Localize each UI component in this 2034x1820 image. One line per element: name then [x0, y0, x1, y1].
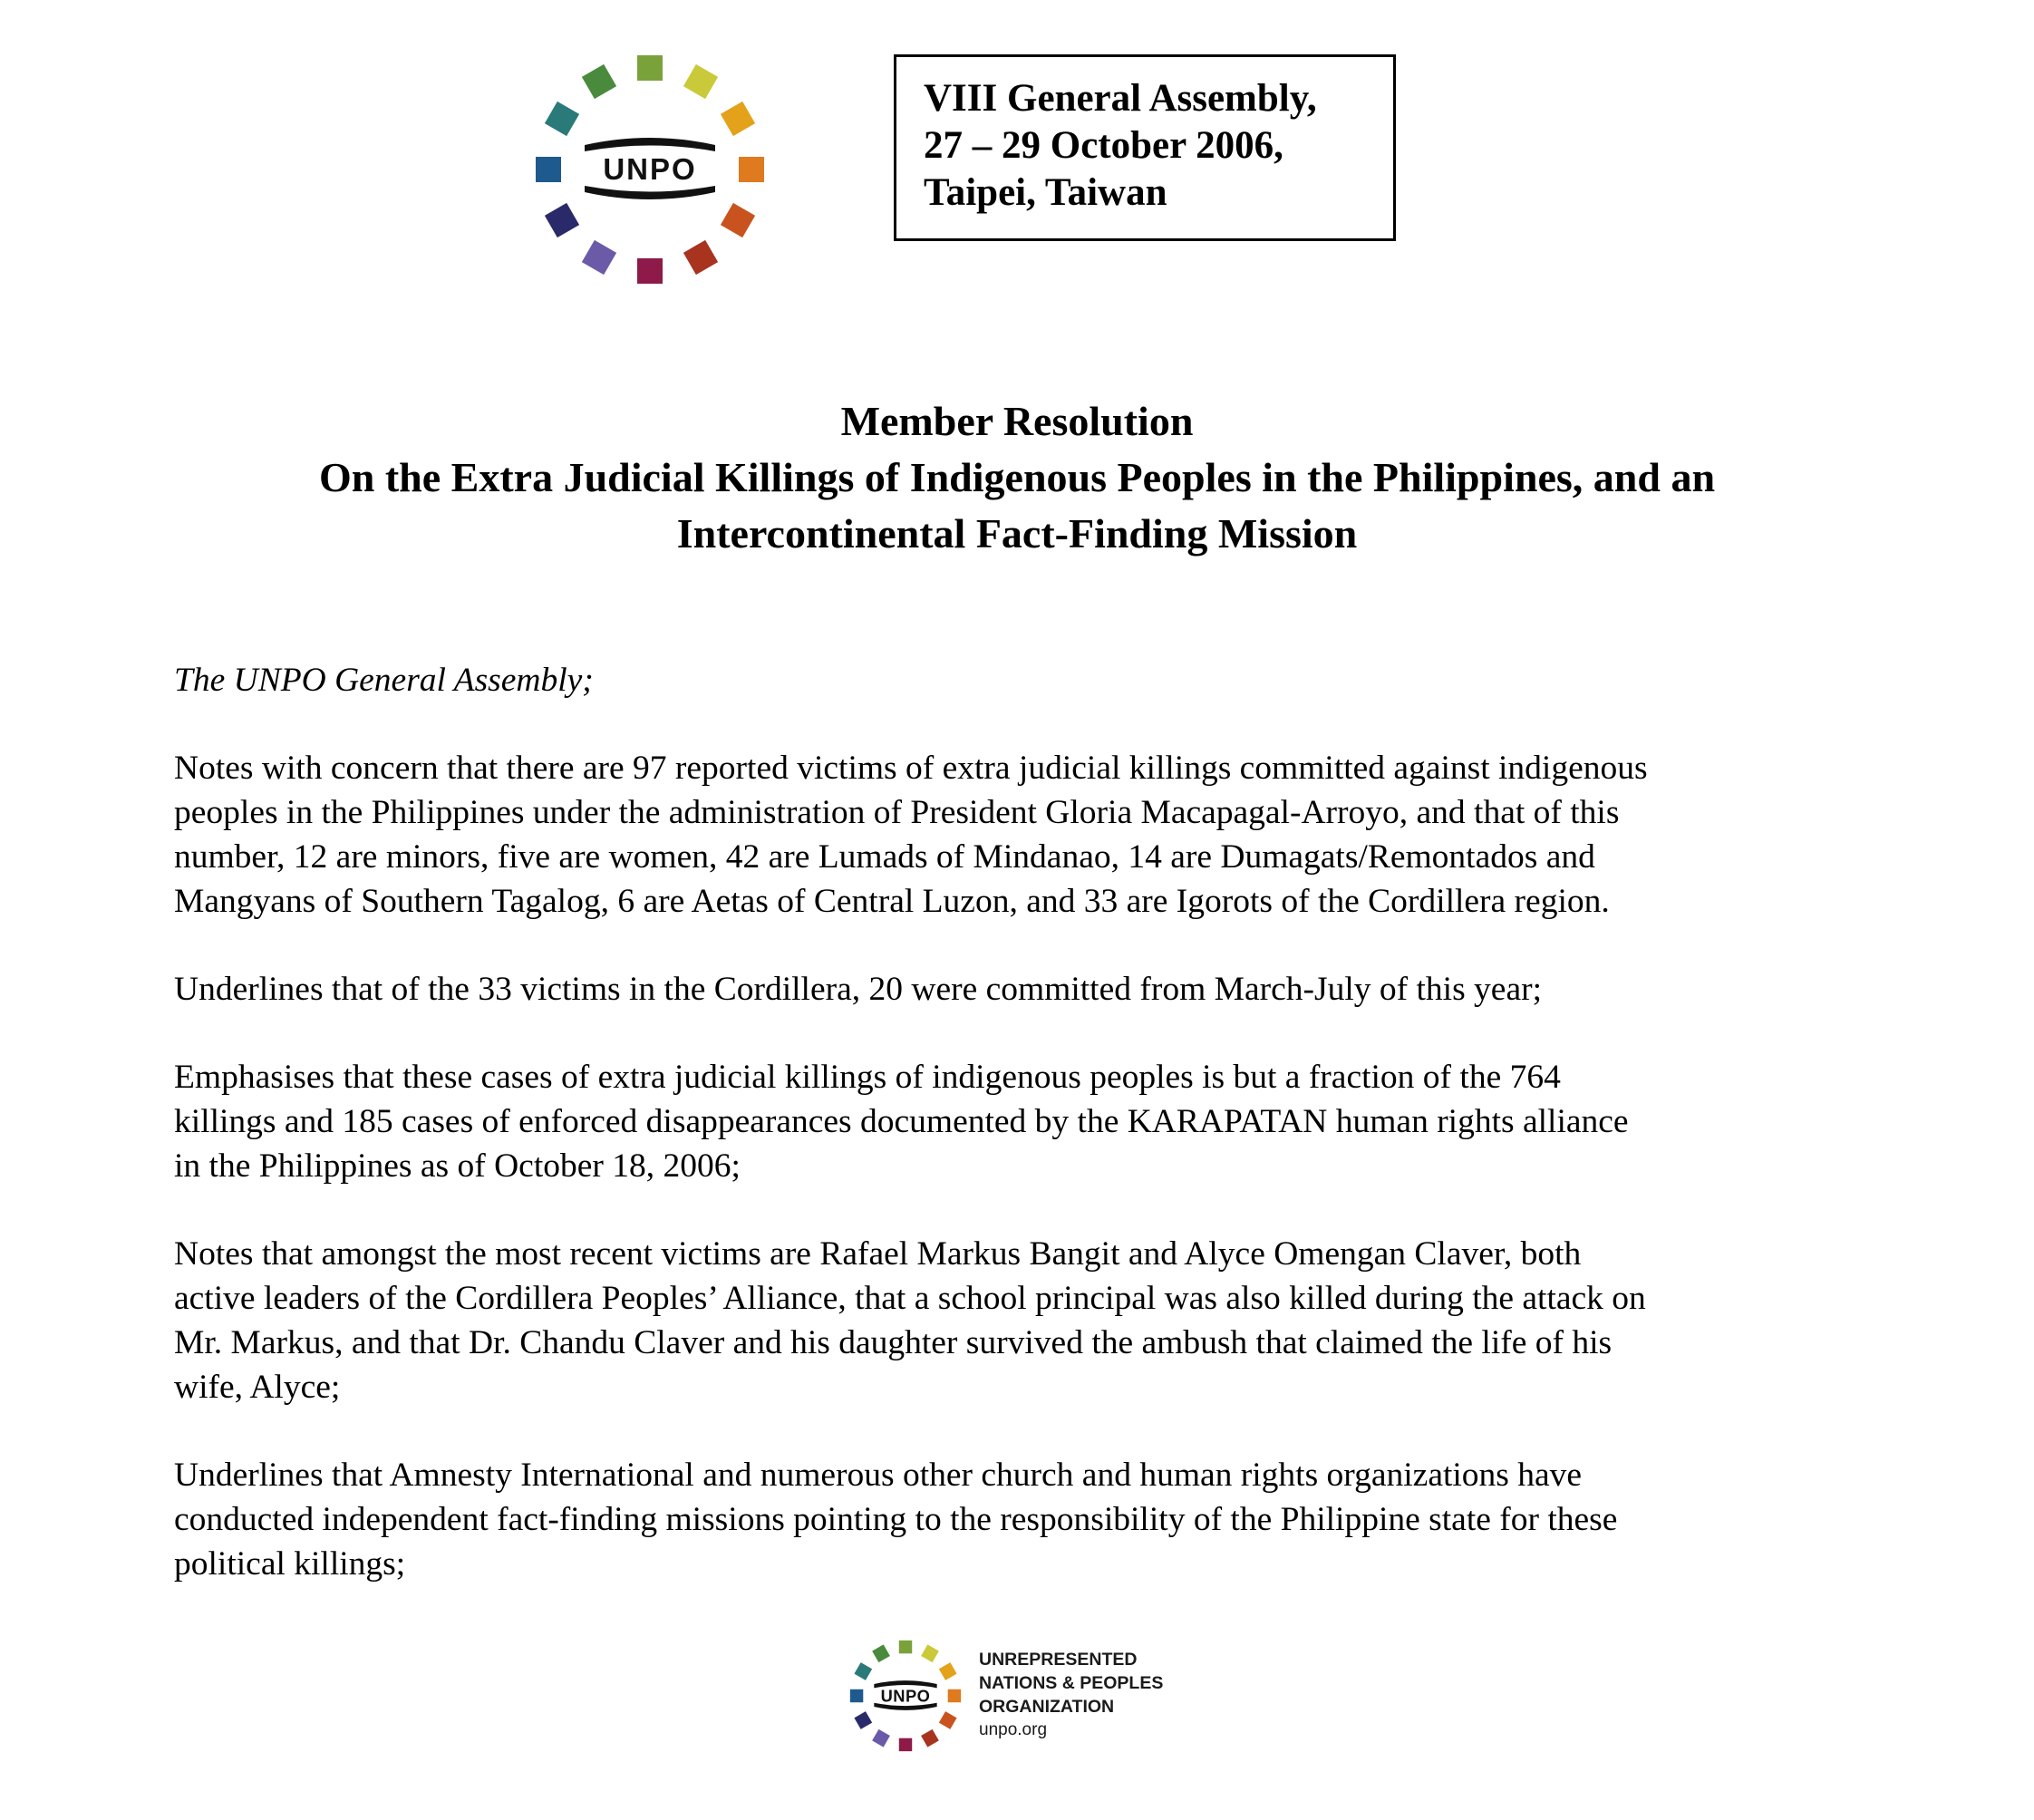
body-line: active leaders of the Cordillera Peoples’ Alliance, that a school principal was also killed during the attack on	[174, 1280, 1646, 1317]
body-paragraph	[174, 1453, 1914, 1586]
title-line: Member Resolution	[840, 398, 1194, 444]
logo-ring-segment	[854, 1711, 872, 1729]
body-line: killings and 185 cases of enforced disappearances documented by the KARAPATAN human rights alliance	[174, 1103, 1629, 1140]
body-line: wife, Alyce;	[174, 1369, 341, 1406]
logo-ring-segment	[872, 1644, 890, 1662]
logo-ring-segment	[948, 1689, 961, 1702]
event-line: VIII General Assembly,	[924, 77, 1317, 120]
unpo-logo-graphic	[528, 47, 772, 292]
logo-ring-segment	[637, 55, 663, 81]
body-line: number, 12 are minors, five are women, 42 are Lumads of Mindanao, 14 are Dumagats/Remontados and	[174, 838, 1595, 876]
body-line: Emphasises that these cases of extra judicial killings of indigenous peoples is but a fraction of the 764	[174, 1059, 1561, 1096]
logo-ring-segment	[899, 1738, 912, 1751]
org-name-line: NATIONS & PEOPLES	[979, 1673, 1164, 1693]
logo-ring-segment	[721, 203, 755, 237]
body-line: Notes with concern that there are 97 reported victims of extra judicial killings committed against indigenous	[174, 750, 1648, 787]
title-line: Intercontinental Fact-Finding Mission	[676, 510, 1358, 557]
logo-ring-segment	[536, 157, 561, 182]
body-line: political killings;	[174, 1545, 406, 1583]
logo-ring-segment	[854, 1662, 872, 1680]
unpo-footer-logo-graphic	[847, 1637, 964, 1755]
logo-ring-segment	[939, 1662, 957, 1680]
logo-ring-segment	[939, 1711, 957, 1729]
logo-ring-segment	[921, 1729, 939, 1747]
title-line: On the Extra Judicial Killings of Indigenous Peoples in the Philippines, and an	[318, 454, 1716, 500]
logo-ring-segment	[850, 1689, 863, 1702]
logo-ring-segment	[683, 240, 718, 275]
unpo-footer-logo-text: UNPO	[880, 1686, 931, 1706]
unpo-logo	[528, 47, 772, 292]
body-line: in the Philippines as of October 18, 2006;	[174, 1147, 741, 1185]
logo-ring-segment	[739, 157, 764, 182]
org-name	[979, 1648, 1163, 1742]
footer-branding	[847, 1637, 1300, 1755]
body-paragraph	[174, 1232, 1914, 1409]
salutation: The UNPO General Assembly;	[174, 662, 594, 699]
body-paragraph	[174, 746, 1914, 924]
logo-ring-segment	[721, 102, 755, 136]
logo-ring-segment	[545, 203, 579, 237]
body-line: Underlines that Amnesty International and numerous other church and human rights organizations have	[174, 1457, 1583, 1494]
logo-ring-segment	[582, 240, 616, 275]
logo-ring-segment	[683, 64, 718, 99]
event-line: 27 – 29 October 2006,	[924, 124, 1283, 167]
logo-ring-segment	[872, 1729, 890, 1747]
unpo-logo-text: UNPO	[603, 152, 697, 186]
body-line: Mr. Markus, and that Dr. Chandu Claver and his daughter survived the ambush that claimed the life of his	[174, 1324, 1613, 1361]
org-name-line: ORGANIZATION	[979, 1697, 1115, 1717]
logo-ring-segment	[582, 64, 616, 99]
body-line: Notes that amongst the most recent victims are Rafael Markus Bangit and Alyce Omengan Claver, both	[174, 1235, 1582, 1273]
resolution-title	[0, 393, 2034, 562]
body-line: peoples in the Philippines under the administration of President Gloria Macapagal-Arroyo, and that of this	[174, 794, 1620, 831]
body-line: Mangyans of Southern Tagalog, 6 are Aetas of Central Luzon, and 33 are Igorots of the Cordillera region.	[174, 883, 1610, 920]
logo-ring-segment	[637, 258, 663, 284]
unpo-footer-logo	[847, 1637, 964, 1755]
resolution-body	[174, 658, 1914, 1630]
logo-ring-segment	[545, 102, 579, 136]
body-line: conducted independent fact-finding missions pointing to the responsibility of the Philippine state for these	[174, 1501, 1618, 1538]
body-line: Underlines that of the 33 victims in the Cordillera, 20 were committed from March-July of this year;	[174, 971, 1542, 1008]
logo-ring-segment	[921, 1644, 939, 1662]
body-paragraph	[174, 967, 1914, 1012]
body-paragraph	[174, 1055, 1914, 1188]
org-name-line: UNREPRESENTED	[979, 1650, 1138, 1670]
event-info-box	[894, 54, 1396, 241]
event-line: Taipei, Taiwan	[924, 171, 1167, 214]
logo-ring-segment	[899, 1641, 912, 1653]
org-url: unpo.org	[979, 1720, 1048, 1739]
